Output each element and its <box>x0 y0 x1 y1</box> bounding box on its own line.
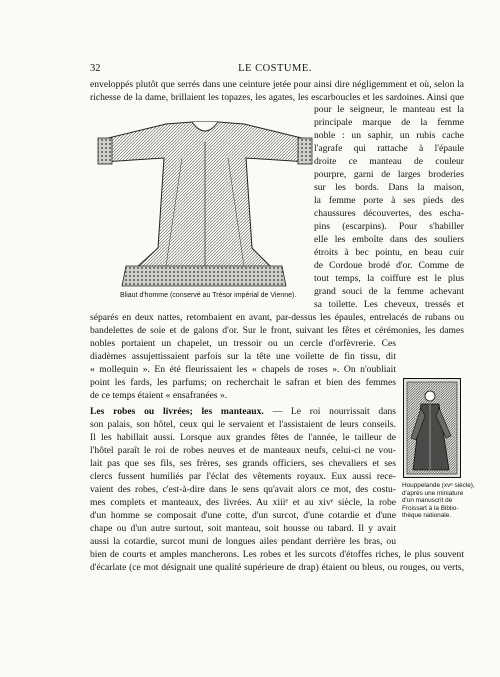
body-line: clercs fussent humiliés par l'éclat des vêtements royaux. Eux aussi rece- <box>90 471 396 482</box>
section-heading-line <box>90 406 396 418</box>
section-heading-continuation: — Le roi nourrissait dans <box>272 406 396 417</box>
running-title: LE COSTUME. <box>238 63 312 74</box>
body-line: pourpre, garni de larges broderies <box>314 169 464 180</box>
body-line: de Cordoue brodé d'or. Comme de <box>314 260 464 271</box>
tunic-illustration <box>96 118 314 290</box>
body-line: d'un homme se composait d'une cotte, d'un surcot, d'une cotardie et d'une <box>90 510 396 521</box>
caption-line: thèque nationale. <box>402 512 452 520</box>
body-line: l'agrafe qui rattache à l'épaule <box>314 143 464 154</box>
body-line: la femme porte à ses pieds des <box>314 195 464 206</box>
body-line: d'écarlate (ce mot désignait une qualité supérieure de drap) étaient ou bleus, ou rouges, ou verts, <box>90 562 464 573</box>
running-header <box>90 63 460 77</box>
body-line: bien de courts et amples mancherons. Les robes et les surcots d'étoffes riches, le plus souvent <box>90 549 464 560</box>
houppelande-caption <box>402 482 475 520</box>
body-line: diadèmes assujettissaient parfois sur la tête une voilette de fin tissu, dit <box>90 351 396 362</box>
body-line: point les fards, les parfums; on recherchait le safran et bien des femmes <box>90 377 396 388</box>
body-line: grand souci de la femme achevant <box>314 286 464 297</box>
body-line: l'hôtel paraît le roi de robes neuves et de manteaux neufs, celui-ci ne vou- <box>90 445 396 456</box>
body-line: mes complets et manteaux, des livrées. Au xiiiᵉ et au xivᵉ siècle, la robe <box>90 497 396 508</box>
body-line: lait pas que ses fils, ses frères, ses grands officiers, ses chevaliers et ses <box>90 458 396 469</box>
body-line: son palais, son hôtel, ceux qui le servaient et l'assistaient de leurs conseils. <box>90 419 396 430</box>
body-line: noble : un saphir, un rubis cache <box>314 130 464 141</box>
body-line: sa toilette. Les cheveux, tressés et <box>314 299 464 310</box>
body-line: nobles portaient un chapelet, un tressoir ou un cercle d'orfèvrerie. Ces <box>90 338 396 349</box>
body-line: elle les emboîte dans des souliers <box>314 234 464 245</box>
body-line: tout temps, la coiffure est le plus <box>314 273 464 284</box>
body-line: vaient des robes, c'est-à-dire dans le sens qu'avait alors ce mot, des costu- <box>90 484 396 495</box>
caption-line: Houppelande (xvᵉ siècle), <box>402 482 475 489</box>
section-heading: Les robes ou livrées; les manteaux. <box>90 406 264 417</box>
body-line: chaussures découvertes, des escha- <box>314 208 464 219</box>
body-line: richesse de la dame, brillaient les topazes, les agates, les escarboucles et les sardoines. Ainsi que <box>90 92 464 103</box>
body-line: aussi la cotardie, surcot muni de longues ailes pendant derrière les bras, ou <box>90 536 396 547</box>
page-number: 32 <box>90 63 101 74</box>
caption-line: Froissart à la Biblio- <box>402 504 459 512</box>
caption-line: d'après une miniature <box>402 489 464 497</box>
body-line: chape ou d'un autre surtout, soit manteau, soit housse ou tabard. Il y avait <box>90 523 396 534</box>
houppelande-illustration <box>403 378 461 478</box>
caption-line: d'un manuscrit de <box>402 497 453 505</box>
body-line: sur les bords. Dans la maison, <box>314 182 464 193</box>
body-line: étroits à bec pointu, en beau cuir <box>314 247 464 258</box>
body-line: droite ce manteau de couleur <box>314 156 464 167</box>
tunic-caption: Bliaut d'homme (conservé au Trésor impérial de Vienne). <box>120 292 297 299</box>
body-line: de ce temps étaient « ensafranées ». <box>90 390 228 401</box>
body-line: pins (escarpins). Pour s'habiller <box>314 221 464 232</box>
body-line: séparés en deux nattes, retombaient en avant, par-dessus les épaules, entrelacés de rubans ou <box>90 312 464 323</box>
body-line: bandelettes de soie et de galons d'or. Sur le front, suivant les fêtes et cérémonies, les dames <box>90 325 464 336</box>
body-line: principale marque de la femme <box>314 117 464 128</box>
body-line: pour le seigneur, le manteau est la <box>314 104 464 115</box>
body-line: enveloppés plutôt que serrés dans une ceinture jetée pour ainsi dire négligemment et où, selon la <box>90 79 464 90</box>
body-line: Il les habillait aussi. Lorsque aux grandes fêtes de l'année, le tailleur de <box>90 432 396 443</box>
body-line: « mollequin ». En été fleurissaient les « chapels de roses ». On n'oubliait <box>90 364 396 375</box>
